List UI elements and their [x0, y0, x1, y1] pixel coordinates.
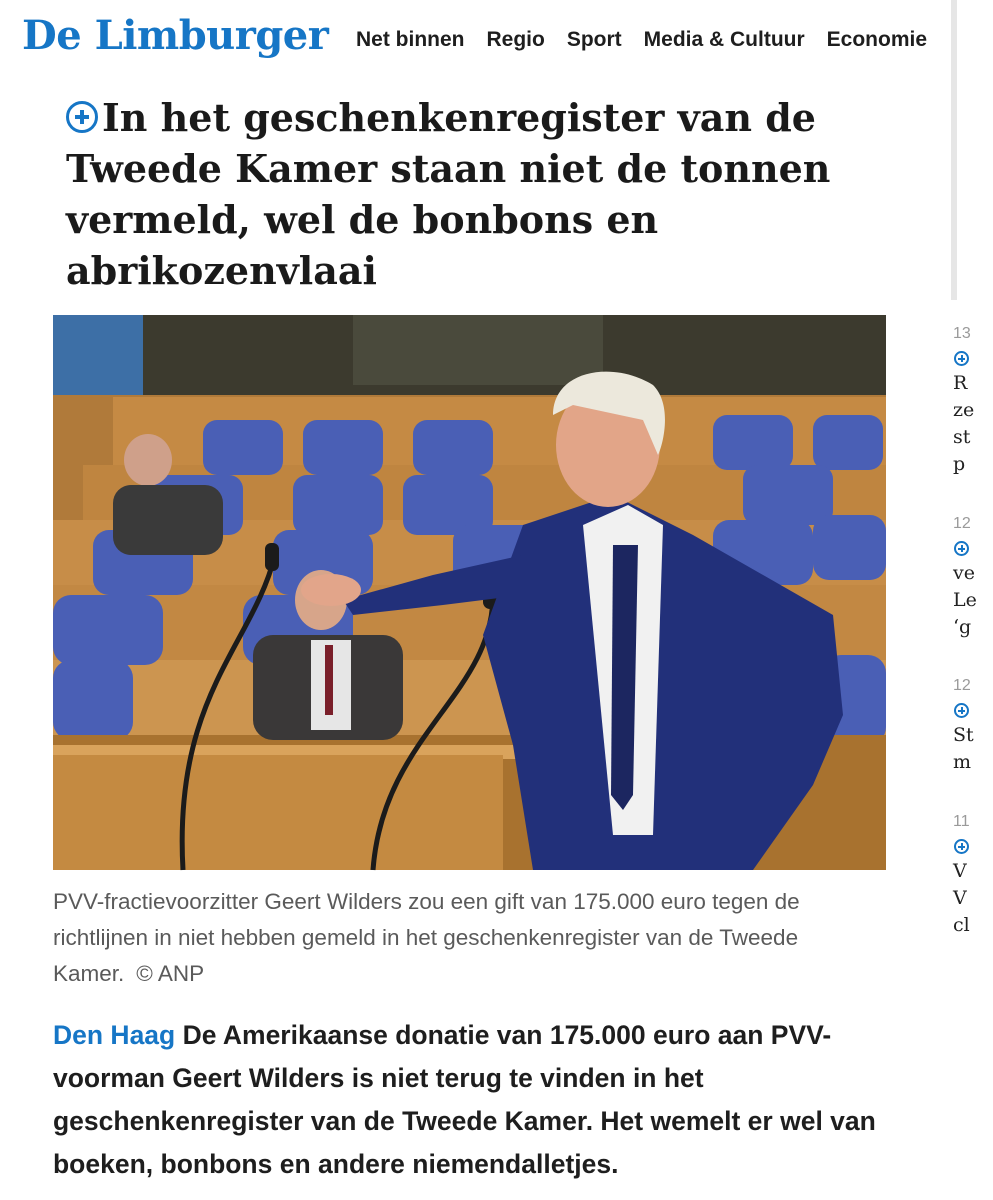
- nav-item-regio[interactable]: Regio: [486, 28, 545, 51]
- sidebar-item[interactable]: [953, 321, 993, 478]
- plus-circle-icon: [954, 541, 969, 556]
- main-nav: [356, 28, 949, 52]
- nav-item-net-binnen[interactable]: Net binnen: [356, 28, 465, 51]
- article-intro: [53, 1014, 923, 1186]
- sidebar-time: 12: [953, 515, 971, 532]
- plus-circle-icon: [954, 351, 969, 366]
- sidebar-line: R: [953, 372, 968, 394]
- sidebar-line: St: [953, 724, 974, 746]
- sidebar-time: 13: [953, 325, 971, 342]
- sidebar-line: V: [953, 860, 967, 882]
- nav-item-sport[interactable]: Sport: [566, 28, 622, 51]
- latest-news-sidebar: [951, 315, 977, 955]
- sidebar-item[interactable]: [953, 511, 993, 641]
- plus-circle-icon: [954, 839, 969, 854]
- article-photo: [53, 315, 886, 870]
- sidebar-line: ze: [953, 399, 975, 421]
- intro-text: De Amerikaanse donatie van 175.000 euro aan PVV-voorman Geert Wilders is niet terug te vinden in het geschenkenregister van de Tweede Kamer. Het wemelt er wel van boeken, bonbons en andere niemendalletjes.: [53, 1020, 876, 1179]
- site-header: [0, 0, 967, 80]
- dateline-location: Den Haag: [53, 1020, 176, 1050]
- sidebar-line: m: [953, 751, 972, 773]
- sidebar-time: 12: [953, 677, 971, 694]
- sidebar-line: Le: [953, 589, 977, 611]
- article-title: [66, 92, 846, 296]
- sidebar-line: cl: [953, 914, 970, 936]
- nav-item-economie[interactable]: Economie: [826, 28, 928, 51]
- nav-item-media-cultuur[interactable]: Media & Cultuur: [643, 28, 805, 51]
- plus-circle-icon: [954, 703, 969, 718]
- sidebar-line: ve: [953, 562, 975, 584]
- plus-circle-icon: [66, 101, 98, 133]
- sidebar-line: st: [953, 426, 971, 448]
- caption-text: PVV-fractievoorzitter Geert Wilders zou een gift van 175.000 euro tegen de richtlijnen in niet hebben gemeld in het geschenkenregister van de Tweede Kamer.: [53, 889, 800, 986]
- site-logo[interactable]: De Limburger: [22, 12, 329, 59]
- parliament-speaker-photo: [53, 315, 886, 870]
- sidebar-line: ‘g: [953, 616, 972, 638]
- photo-caption: [53, 884, 893, 992]
- sidebar-item[interactable]: [953, 809, 993, 939]
- sidebar-item[interactable]: [953, 673, 993, 776]
- article-title-text: In het geschenkenregister van de Tweede Kamer staan niet de tonnen vermeld, wel de bonbons en abrikozenvlaai: [66, 95, 831, 293]
- sidebar-time: 11: [953, 813, 970, 830]
- column-divider: [951, 0, 957, 300]
- photo-credit: © ANP: [136, 961, 205, 986]
- sidebar-line: V: [953, 887, 967, 909]
- sidebar-line: p: [953, 453, 966, 475]
